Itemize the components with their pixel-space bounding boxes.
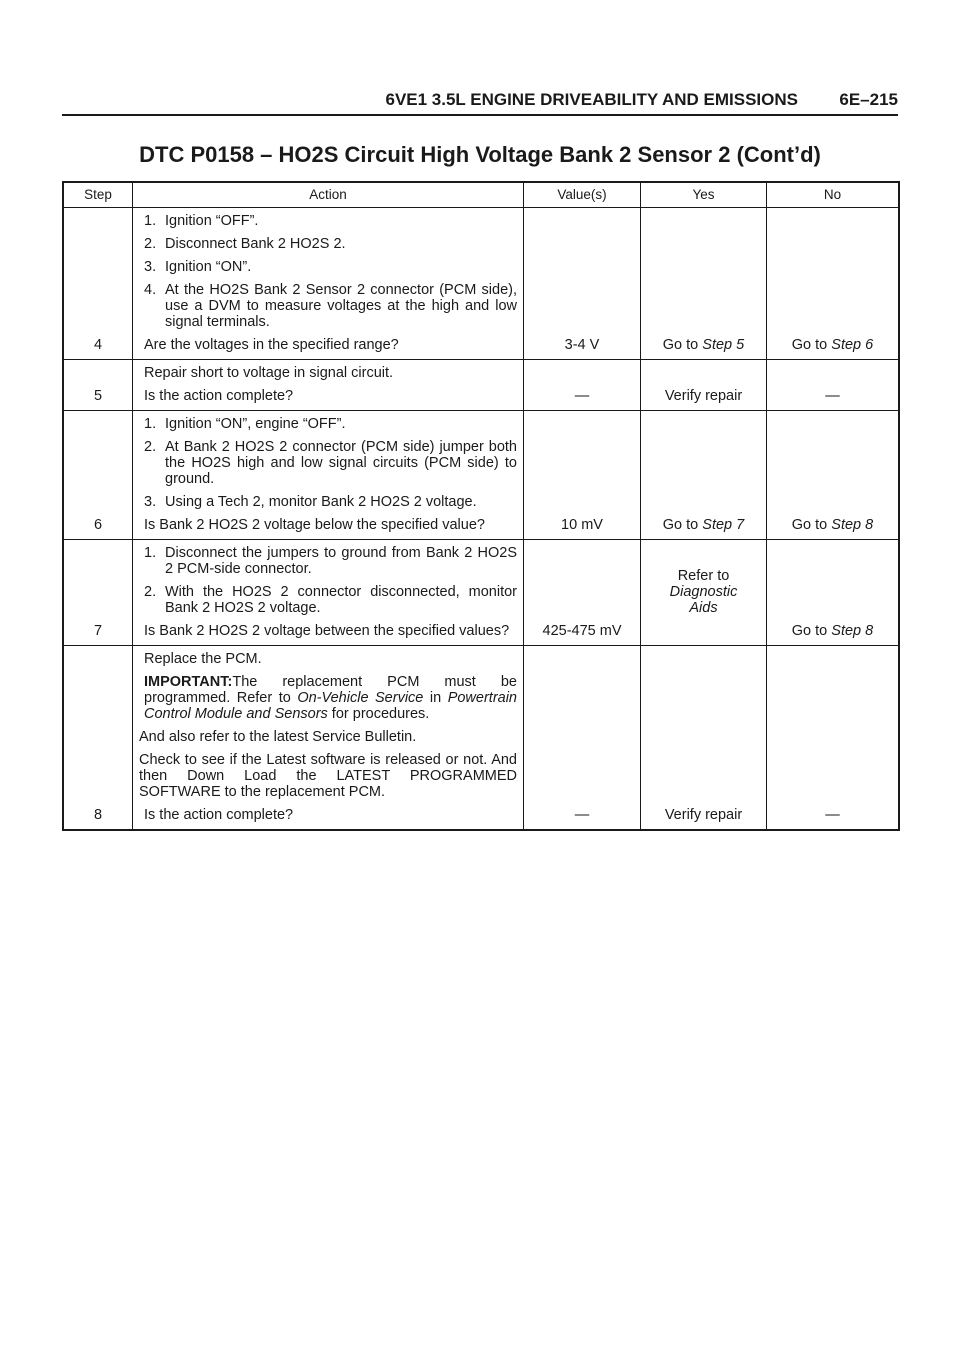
- note-text: And also refer to the latest Service Bulletin.: [139, 729, 417, 745]
- action-item: 2. Disconnect Bank 2 HO2S 2.: [144, 236, 346, 252]
- action-question: Is the action complete?: [144, 388, 294, 404]
- section-reference: Diagnostic: [669, 584, 738, 600]
- table-row-step-4: [63, 208, 899, 360]
- action-cell: [133, 208, 524, 360]
- action-text: Replace the PCM.: [144, 651, 262, 667]
- column-header-action: Action: [133, 182, 524, 208]
- step-number: 5: [63, 360, 133, 411]
- yes-cell: Verify repair: [641, 360, 767, 411]
- action-cell: [133, 411, 524, 540]
- column-header-yes: Yes: [641, 182, 767, 208]
- action-item: 2. At Bank 2 HO2S 2 connector (PCM side) jumper both the HO2S high and low signal circuits (PCM side) to ground.: [144, 439, 517, 487]
- section-reference: On-Vehicle Service: [297, 690, 424, 706]
- action-question: Is Bank 2 HO2S 2 voltage below the specified value?: [144, 517, 485, 533]
- step-reference: Step 5: [702, 337, 745, 353]
- action-item: 3. Using a Tech 2, monitor Bank 2 HO2S 2 voltage.: [144, 494, 477, 510]
- action-list: [139, 416, 517, 510]
- no-cell: —: [767, 646, 900, 831]
- action-text: Repair short to voltage in signal circuit.: [144, 365, 394, 381]
- no-cell: —: [767, 360, 900, 411]
- no-cell: Go to Step 8: [767, 540, 900, 646]
- column-header-no: No: [767, 182, 900, 208]
- value-cell: —: [524, 646, 641, 831]
- step-number: 6: [63, 411, 133, 540]
- action-cell: [133, 646, 524, 831]
- no-cell: Go to Step 8: [767, 411, 900, 540]
- page-header: [62, 88, 898, 116]
- table-header-row: [63, 182, 899, 208]
- action-question: Are the voltages in the specified range?: [144, 337, 399, 353]
- action-item: 1. Ignition “OFF”.: [144, 213, 259, 229]
- action-item: 1. Ignition “ON”, engine “OFF”.: [144, 416, 346, 432]
- value-cell: 425-475 mV: [524, 540, 641, 646]
- value-cell: —: [524, 360, 641, 411]
- page-number: 6E–215: [839, 90, 898, 109]
- action-cell: [133, 360, 524, 411]
- diagnostic-table: [62, 181, 900, 831]
- yes-cell: Go to Step 5: [641, 208, 767, 360]
- table-row-step-8: [63, 646, 899, 831]
- action-question: Is Bank 2 HO2S 2 voltage between the specified values?: [144, 623, 510, 639]
- step-number: 4: [63, 208, 133, 360]
- value-cell: 10 mV: [524, 411, 641, 540]
- table-row-step-5: [63, 360, 899, 411]
- action-item: 2. With the HO2S 2 connector disconnected, monitor Bank 2 HO2S 2 voltage.: [144, 584, 517, 616]
- section-reference: Powertrain Control Module and Sensors: [144, 690, 517, 722]
- yes-cell: Go to Step 7: [641, 411, 767, 540]
- step-number: 8: [63, 646, 133, 831]
- value-cell: 3-4 V: [524, 208, 641, 360]
- action-cell: [133, 540, 524, 646]
- section-reference: Aids: [689, 600, 718, 616]
- page-title: DTC P0158 – HO2S Circuit High Voltage Bank 2 Sensor 2 (Cont’d): [139, 142, 821, 167]
- column-header-step: Step: [63, 182, 133, 208]
- action-item: 4. At the HO2S Bank 2 Sensor 2 connector (PCM side), use a DVM to measure voltages at the high and low signal terminals.: [144, 282, 517, 330]
- step-reference: Step 8: [831, 623, 874, 639]
- action-item: 3. Ignition “ON”.: [144, 259, 252, 275]
- table-row-step-6: [63, 411, 899, 540]
- step-reference: Step 8: [831, 517, 874, 533]
- table-row-step-7: [63, 540, 899, 646]
- step-number: 7: [63, 540, 133, 646]
- action-list: [139, 213, 517, 330]
- step-reference: Step 6: [831, 337, 874, 353]
- yes-cell: Verify repair: [641, 646, 767, 831]
- action-question: Is the action complete?: [144, 807, 294, 823]
- no-cell: Go to Step 6: [767, 208, 900, 360]
- section-title: 6VE1 3.5L ENGINE DRIVEABILITY AND EMISSIONS: [385, 90, 798, 109]
- action-list: [139, 545, 517, 616]
- action-item: 1. Disconnect the jumpers to ground from Bank 2 HO2S 2 PCM-side connector.: [144, 545, 517, 577]
- important-note: IMPORTANT:The replacement PCM must be programmed. Refer to On-Vehicle Service in Powertrain Control Module and Sensors for procedures.: [144, 674, 517, 722]
- column-header-values: Value(s): [524, 182, 641, 208]
- yes-cell: Refer to Diagnostic Aids: [641, 540, 767, 646]
- important-label: IMPORTANT:: [144, 674, 233, 690]
- note-text: Check to see if the Latest software is released or not. And then Down Load the LATEST PROGRAMMED SOFTWARE to the replacement PCM.: [139, 752, 517, 800]
- step-reference: Step 7: [702, 517, 745, 533]
